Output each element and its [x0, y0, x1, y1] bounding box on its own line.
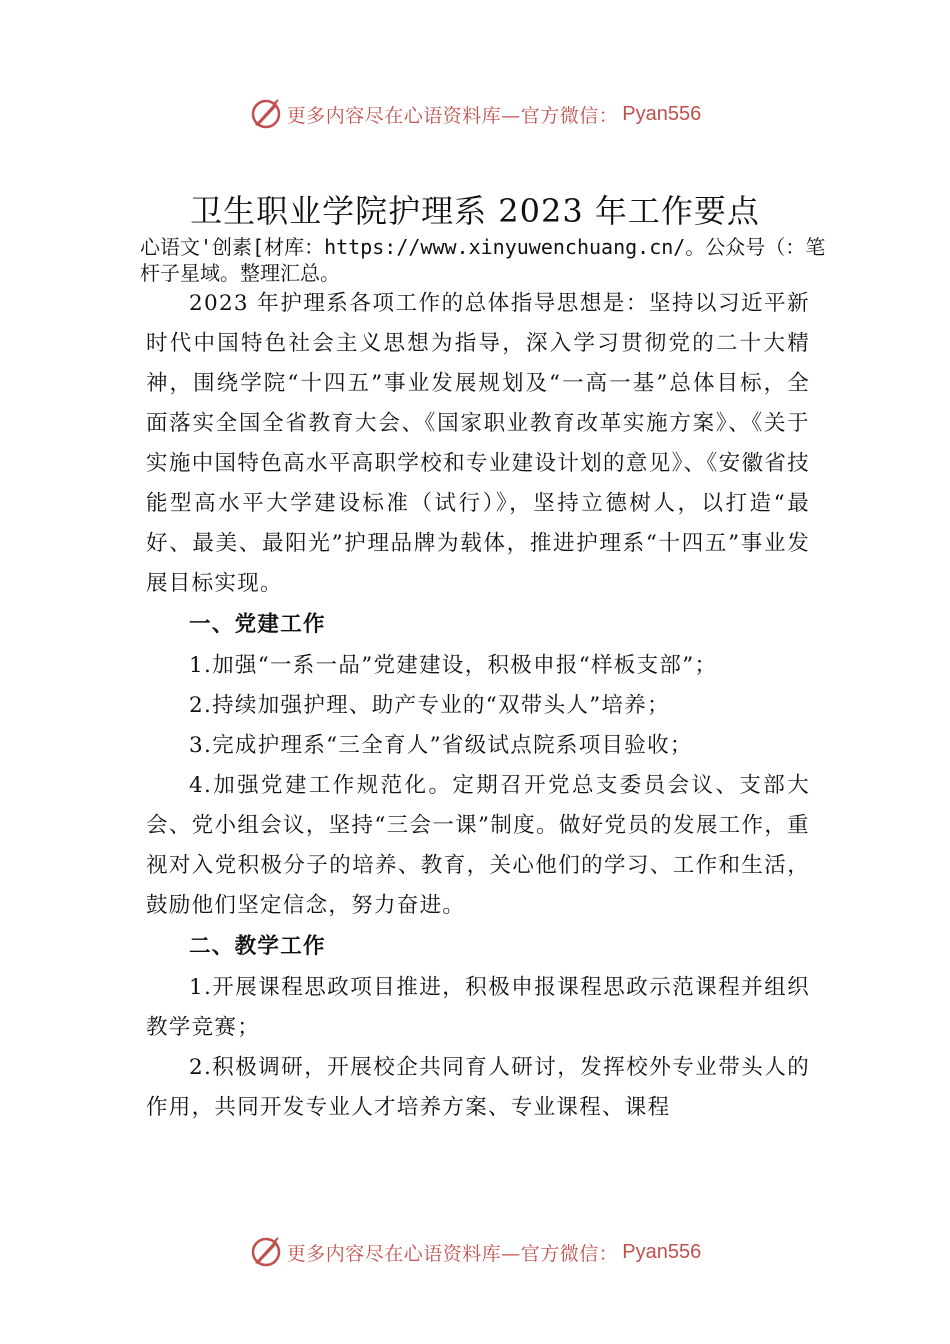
source-note: 心语文'创素[材库：https://www.xinyuwenchuang.cn/。公众号（：笔杆子星域。整理汇总。: [140, 235, 826, 285]
document-title: 卫生职业学院护理系 2023 年工作要点: [190, 192, 760, 230]
document-body: [146, 284, 810, 1128]
list-item: 2.持续加强护理、助产专业的“双带头人”培养；: [189, 693, 670, 718]
list-item: 1.加强“一系一品”党建建设，积极申报“样板支部”；: [189, 653, 718, 678]
quill-pen-logo-icon: [249, 97, 283, 131]
intro-paragraph: 2023 年护理系各项工作的总体指导思想是：坚持以习近平新时代中国特色社会主义思想为指导，深入学习贯彻党的二十大精神，围绕学院“十四五”事业发展规划及“一高一基”总体目标，全面落实全国全省教育大会、《国家职业教育改革实施方案》、《关于实施中国特色高水平高职学校和专业建设计划的意见》、《安徽省技能型高水平大学建设标准（试行）》，坚持立德树人，以打造“最好、最美、最阳光”护理品牌为载体，推进护理系“十四五”事业发展目标实现。: [146, 291, 810, 596]
quill-pen-logo-icon: [249, 1235, 283, 1269]
section-heading-teaching: 二、教学工作: [189, 934, 326, 959]
banner-wechat-id: Pyan556: [622, 1240, 702, 1263]
list-item: 2.积极调研，开展校企共同育人研讨，发挥校外专业带头人的作用，共同开发专业人才培养方案、专业课程、课程: [146, 1055, 810, 1120]
section-heading-party: 一、党建工作: [189, 612, 326, 637]
footer-watermark-banner: [0, 1232, 950, 1272]
banner-wechat-id: Pyan556: [622, 102, 702, 125]
header-watermark-banner: [0, 94, 950, 134]
list-item: 4.加强党建工作规范化。定期召开党总支委员会议、支部大会、党小组会议，坚持“三会一课”制度。做好党员的发展工作，重视对入党积极分子的培养、教育，关心他们的学习、工作和生活，鼓励他们坚定信念，努力奋进。: [146, 773, 810, 918]
list-item: 3.完成护理系“三全育人”省级试点院系项目验收；: [189, 733, 693, 758]
banner-text: 更多内容尽在心语资料库—官方微信：: [286, 1242, 619, 1265]
banner-text: 更多内容尽在心语资料库—官方微信：: [286, 104, 619, 127]
list-item: 1.开展课程思政项目推进，积极申报课程思政示范课程并组织教学竞赛；: [146, 975, 810, 1040]
